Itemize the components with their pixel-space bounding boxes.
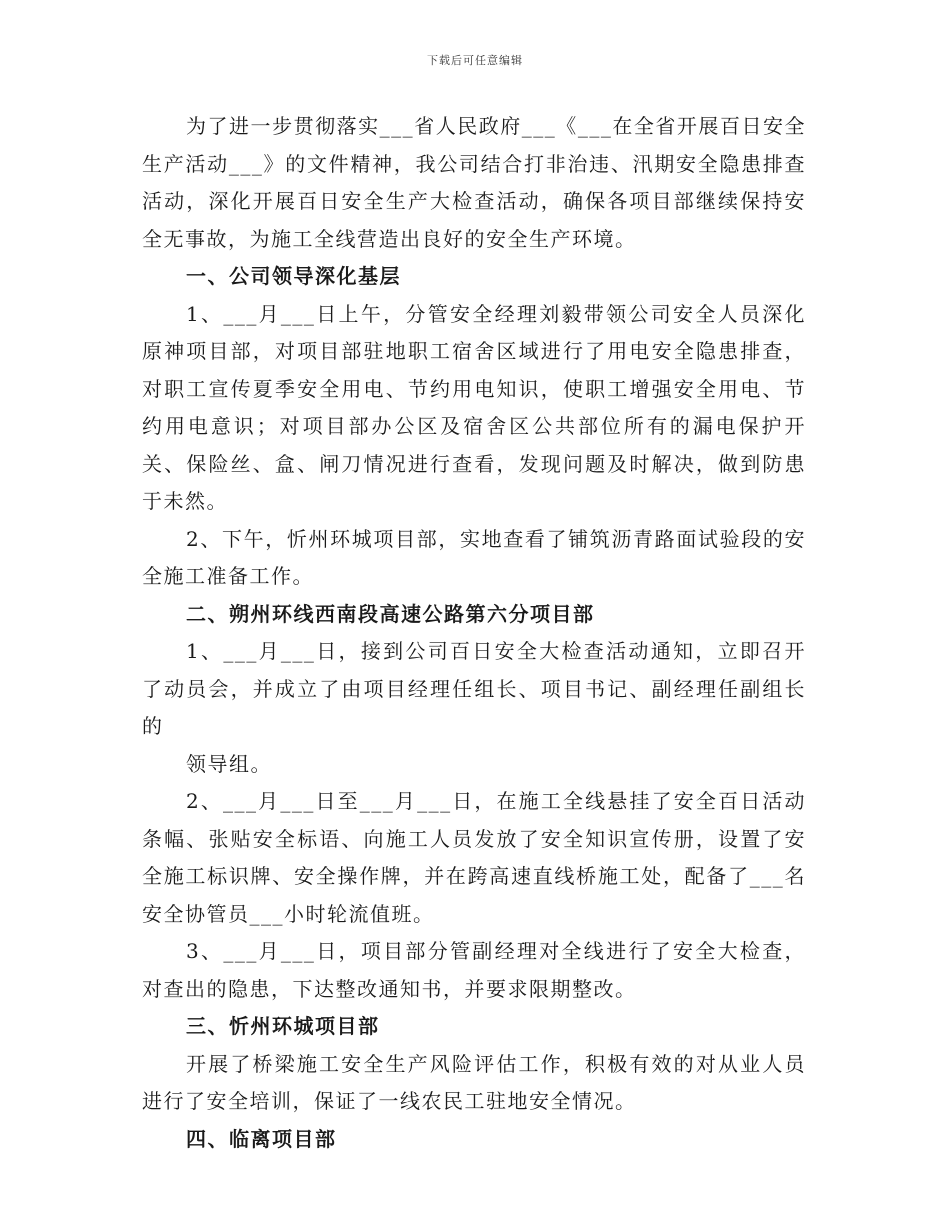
- intro-paragraph: 为了进一步贯彻落实___省人民政府___《___在全省开展百日安全生产活动___》的文件精神，我公司结合打非治违、汛期安全隐患排查活动，深化开展百日安全生产大检查活动，确保各项目部继续保持安全无事故，为施工全线营造出良好的安全生产环境。: [142, 114, 806, 251]
- section-2-item-2: 2、___月___日至___月___日，在施工全线悬挂了安全百日活动条幅、张贴安全标语、向施工人员发放了安全知识宣传册，设置了安全施工标识牌、安全操作牌，并在跨高速直线桥施工处，配备了___名安全协管员___小时轮流值班。: [142, 789, 806, 926]
- section-1-heading: 一、公司领导深化基层: [186, 264, 401, 288]
- section-3-paragraph: 开展了桥梁施工安全生产风险评估工作，积极有效的对从业人员进行了安全培训，保证了一线农民工驻地安全情况。: [142, 1051, 806, 1113]
- section-2-item-1-continuation: 领导组。: [186, 751, 272, 776]
- section-1-item-2: 2、下午，忻州环城项目部，实地查看了铺筑沥青路面试验段的安全施工准备工作。: [142, 526, 806, 588]
- document-body: [142, 108, 806, 1158]
- section-1-item-1: 1、___月___日上午，分管安全经理刘毅带领公司安全人员深化原神项目部，对项目部驻地职工宿舍区域进行了用电安全隐患排查，对职工宣传夏季安全用电、节约用电知识，使职工增强安全用电、节约用电意识；对项目部办公区及宿舍区公共部位所有的漏电保护开关、保险丝、盒、闸刀情况进行查看，发现问题及时解决，做到防患于未然。: [142, 301, 806, 513]
- page-header: 下载后可任意编辑: [427, 54, 523, 67]
- section-2-heading: 二、朔州环线西南段高速公路第六分项目部: [186, 601, 595, 626]
- section-2-item-1: 1、___月___日，接到公司百日安全大检查活动通知，立即召开了动员会，并成立了由项目经理任组长、项目书记、副经理任副组长的: [142, 639, 806, 738]
- section-3-heading: 三、忻州环城项目部: [186, 1014, 380, 1038]
- section-4-heading: 四、临离项目部: [186, 1126, 337, 1151]
- section-2-item-3: 3、___月___日，项目部分管副经理对全线进行了安全大检查，对查出的隐患，下达整改通知书，并要求限期整改。: [142, 939, 806, 1001]
